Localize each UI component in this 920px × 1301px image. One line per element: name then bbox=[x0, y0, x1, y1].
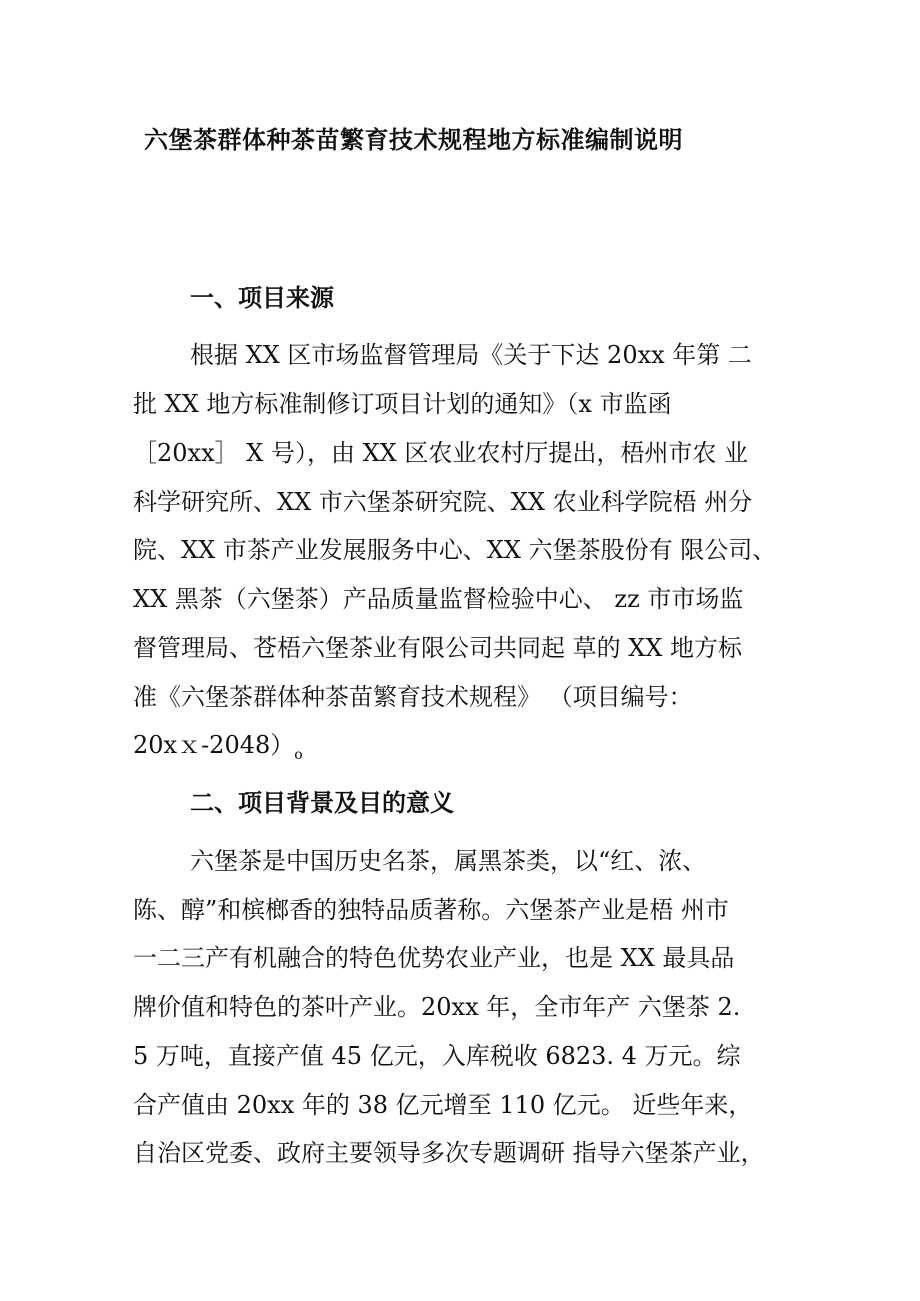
section-2-line-4: 牌价值和特色的茶叶产业。20xx 年，全市年产 六堡茶 2. bbox=[133, 993, 741, 1021]
section-1-line-2: 批 XX 地方标准制修订项目计划的通知》（x 市监函 bbox=[133, 390, 672, 418]
section-2-heading: 二、项目背景及目的意义 bbox=[190, 789, 454, 817]
section-1-heading: 一、项目来源 bbox=[190, 284, 334, 312]
section-2-line-6: 合产值由 20xx 年的 38 亿元增至 110 亿元。 近些年来， bbox=[133, 1091, 753, 1119]
section-2-line-2: 陈、醇”和槟榔香的独特品质著称。六堡茶产业是梧 州市 bbox=[133, 896, 729, 924]
section-1-line-6: XX 黑茶（六堡茶）产品质量监督检验中心、 zz 市市场监 bbox=[133, 585, 744, 613]
document-title: 六堡茶群体种茶苗繁育技术规程地方标准编制说明 bbox=[144, 126, 683, 154]
section-1-line-3: ［20xx］ X 号），由 XX 区农业农村厅提出，梧州市农 业 bbox=[133, 439, 749, 467]
section-2-line-5: 5 万吨，直接产值 45 亿元，入库税收 6823. 4 万元。综 bbox=[133, 1042, 741, 1070]
section-1-line-9-text: 20xｘ-2048） bbox=[133, 731, 295, 759]
section-1-line-4: 科学研究所、XX 市六堡茶研究院、XX 农业科学院梧 州分 bbox=[133, 488, 753, 516]
section-1-line-9 bbox=[133, 727, 303, 773]
section-2-line-3: 一二三产有机融合的特色优势农业产业，也是 XX 最具品 bbox=[133, 944, 735, 972]
section-2-line-1: 六堡茶是中国历史名茶，属黑茶类，以“红、浓、 bbox=[190, 847, 707, 875]
section-1-line-7: 督管理局、苍梧六堡茶业有限公司共同起 草的 XX 地方标 bbox=[133, 634, 743, 662]
section-1-line-5: 院、XX 市茶产业发展服务中心、XX 六堡茶股份有 限公司、 bbox=[133, 536, 777, 564]
section-1-line-8: 准《六堡茶群体种茶苗繁育技术规程》 （项目编号： bbox=[133, 683, 693, 711]
section-1-line-1: 根据 XX 区市场监督管理局《关于下达 20xx 年第 二 bbox=[190, 341, 752, 369]
section-2-line-7: 自治区党委、政府主要领导多次专题调研 指导六堡茶产业， bbox=[133, 1139, 765, 1167]
section-1-line-9-suffix: o bbox=[294, 747, 303, 763]
